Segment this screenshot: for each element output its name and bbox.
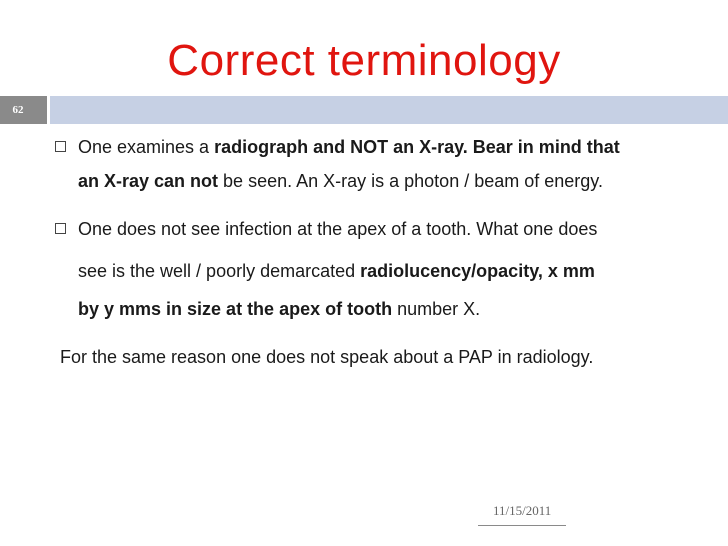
bullet-2-line-3 <box>78 298 480 320</box>
slide-date: 11/15/2011 <box>493 503 552 518</box>
text-run: see is the well / poorly demarcated <box>78 261 361 281</box>
text-run: One examines a <box>78 137 215 157</box>
slide-number: 62 <box>12 104 24 116</box>
bullet-2-line-2 <box>78 260 595 282</box>
slide-title: Correct terminology <box>167 36 561 85</box>
text-run: One does not see infection at the apex of a tooth. What one does <box>78 219 598 239</box>
text-run-bold: an X-ray can not <box>78 171 219 191</box>
bullet-1-line-2 <box>78 170 603 192</box>
bullet-2-line-1 <box>78 218 597 240</box>
footer-underline <box>478 525 566 526</box>
text-run-bold: radiograph and NOT an X-ray. Bear in mind that <box>214 137 620 157</box>
text-run: be seen. An X-ray is a photon / beam of energy. <box>218 171 603 191</box>
text-run-bold: by y mms in size at the apex of tooth <box>78 299 393 319</box>
text-run-bold: radiolucency/opacity, x mm <box>360 261 595 281</box>
note-text: For the same reason one does not speak about a PAP in radiology. <box>60 347 594 367</box>
bullet-1-line-1 <box>78 136 620 158</box>
title-divider-bar <box>50 96 728 124</box>
bullet-box-icon <box>55 223 66 234</box>
bullet-box-icon <box>55 141 66 152</box>
text-run: number X. <box>392 299 481 319</box>
